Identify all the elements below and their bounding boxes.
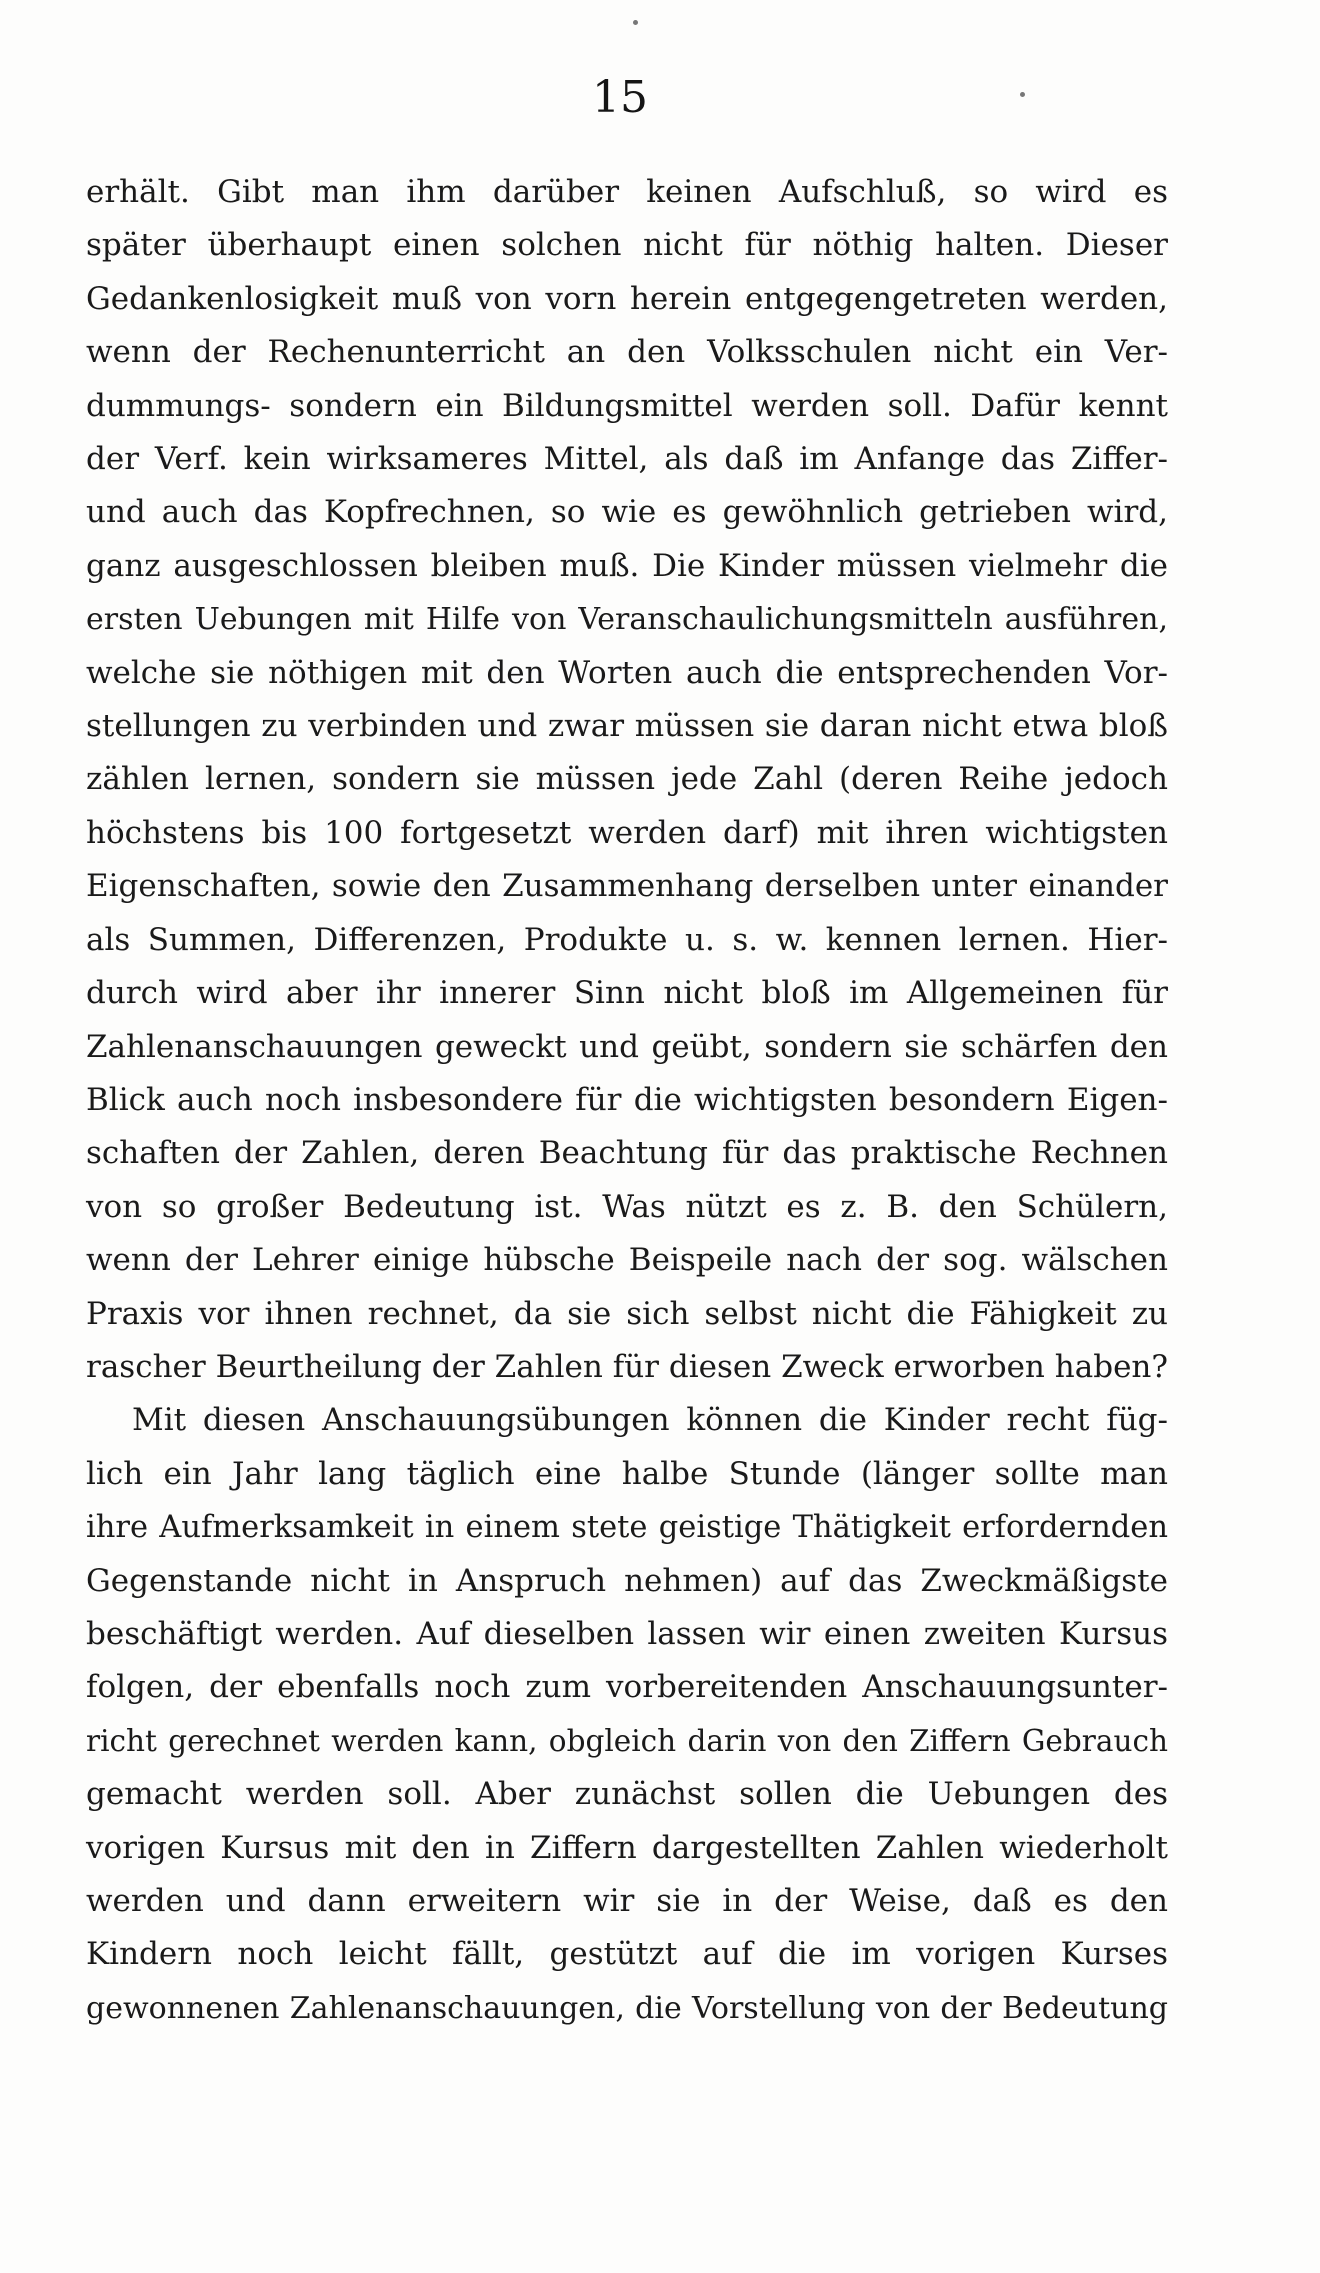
text-line: ihre Aufmerksamkeit in einem stete geistige Thätigkeit erfordernden: [86, 1510, 1168, 1546]
text-line: Praxis vor ihnen rechnet, da sie sich selbst nicht die Fähigkeit zu: [86, 1295, 1168, 1332]
text-line: höchstens bis 100 fortgesetzt werden darf) mit ihren wichtigsten: [86, 814, 1168, 851]
text-line: von so großer Bedeutung ist. Was nützt es z. B. den Schülern,: [86, 1188, 1168, 1225]
text-line: Blick auch noch insbesondere für die wichtigsten besondern Eigen-: [86, 1081, 1168, 1118]
text-line: erhält. Gibt man ihm darüber keinen Aufschluß, so wird es: [86, 174, 1168, 210]
text-line: später überhaupt einen solchen nicht für nöthig halten. Dieser: [86, 227, 1168, 264]
text-line: Gegenstande nicht in Anspruch nehmen) auf das Zweckmäßigste: [86, 1562, 1168, 1599]
text-line: stellungen zu verbinden und zwar müssen sie daran nicht etwa bloß: [86, 708, 1168, 745]
text-line: Zahlenanschauungen geweckt und geübt, sondern sie schärfen den: [86, 1028, 1168, 1065]
text-line: werden und dann erweitern wir sie in der Weise, daß es den: [86, 1883, 1168, 1919]
text-line: durch wird aber ihr innerer Sinn nicht bloß im Allgemeinen für: [86, 975, 1168, 1012]
print-speck: [633, 20, 638, 25]
text-line: welche sie nöthigen mit den Worten auch die entsprechenden Vor-: [86, 654, 1168, 691]
page-number: 15: [592, 72, 648, 123]
text-line: wenn der Lehrer einige hübsche Beispeile nach der sog. wälschen: [86, 1242, 1168, 1279]
text-line: der Verf. kein wirksameres Mittel, als daß im Anfange das Ziffer-: [86, 441, 1168, 478]
text-line: als Summen, Differenzen, Produkte u. s. w. kennen lernen. Hier-: [86, 921, 1168, 958]
text-line: Gedankenlosigkeit muß von vorn herein entgegengetreten werden,: [86, 280, 1168, 317]
text-line: Eigenschaften, sowie den Zusammenhang derselben unter einander: [86, 868, 1168, 905]
text-line: Mit diesen Anschauungsübungen können die Kinder recht füg-: [132, 1402, 1168, 1439]
text-line: ganz ausgeschlossen bleiben muß. Die Kinder müssen vielmehr die: [86, 547, 1168, 584]
text-line: wenn der Rechenunterricht an den Volksschulen nicht ein Ver-: [86, 334, 1168, 371]
text-line: beschäftigt werden. Auf dieselben lassen wir einen zweiten Kursus: [86, 1615, 1168, 1652]
text-line: schaften der Zahlen, deren Beachtung für das praktische Rechnen: [86, 1135, 1168, 1172]
text-line: gemacht werden soll. Aber zunächst sollen die Uebungen des: [86, 1776, 1168, 1813]
text-line: Kindern noch leicht fällt, gestützt auf die im vorigen Kurses: [86, 1936, 1168, 1973]
text-line: zählen lernen, sondern sie müssen jede Zahl (deren Reihe jedoch: [86, 761, 1168, 798]
body-text: [86, 166, 1168, 2035]
text-line: dummungs- sondern ein Bildungsmittel werden soll. Dafür kennt: [86, 387, 1168, 424]
text-line: richt gerechnet werden kann, obgleich darin von den Ziffern Gebrauch: [86, 1723, 1168, 1758]
text-line: rascher Beurtheilung der Zahlen für diesen Zweck erworben haben?: [86, 1348, 1168, 1385]
text-line: und auch das Kopfrechnen, so wie es gewöhnlich getrieben wird,: [86, 494, 1168, 531]
text-line: lich ein Jahr lang täglich eine halbe Stunde (länger sollte man: [86, 1455, 1168, 1492]
text-line: vorigen Kursus mit den in Ziffern dargestellten Zahlen wiederholt: [86, 1829, 1168, 1866]
text-line: ersten Uebungen mit Hilfe von Veranschaulichungsmitteln ausführen,: [86, 602, 1168, 638]
text-line: gewonnenen Zahlenanschauungen, die Vorstellung von der Bedeutung: [86, 1990, 1168, 2026]
text-line: folgen, der ebenfalls noch zum vorbereitenden Anschauungsunter-: [86, 1669, 1168, 1706]
